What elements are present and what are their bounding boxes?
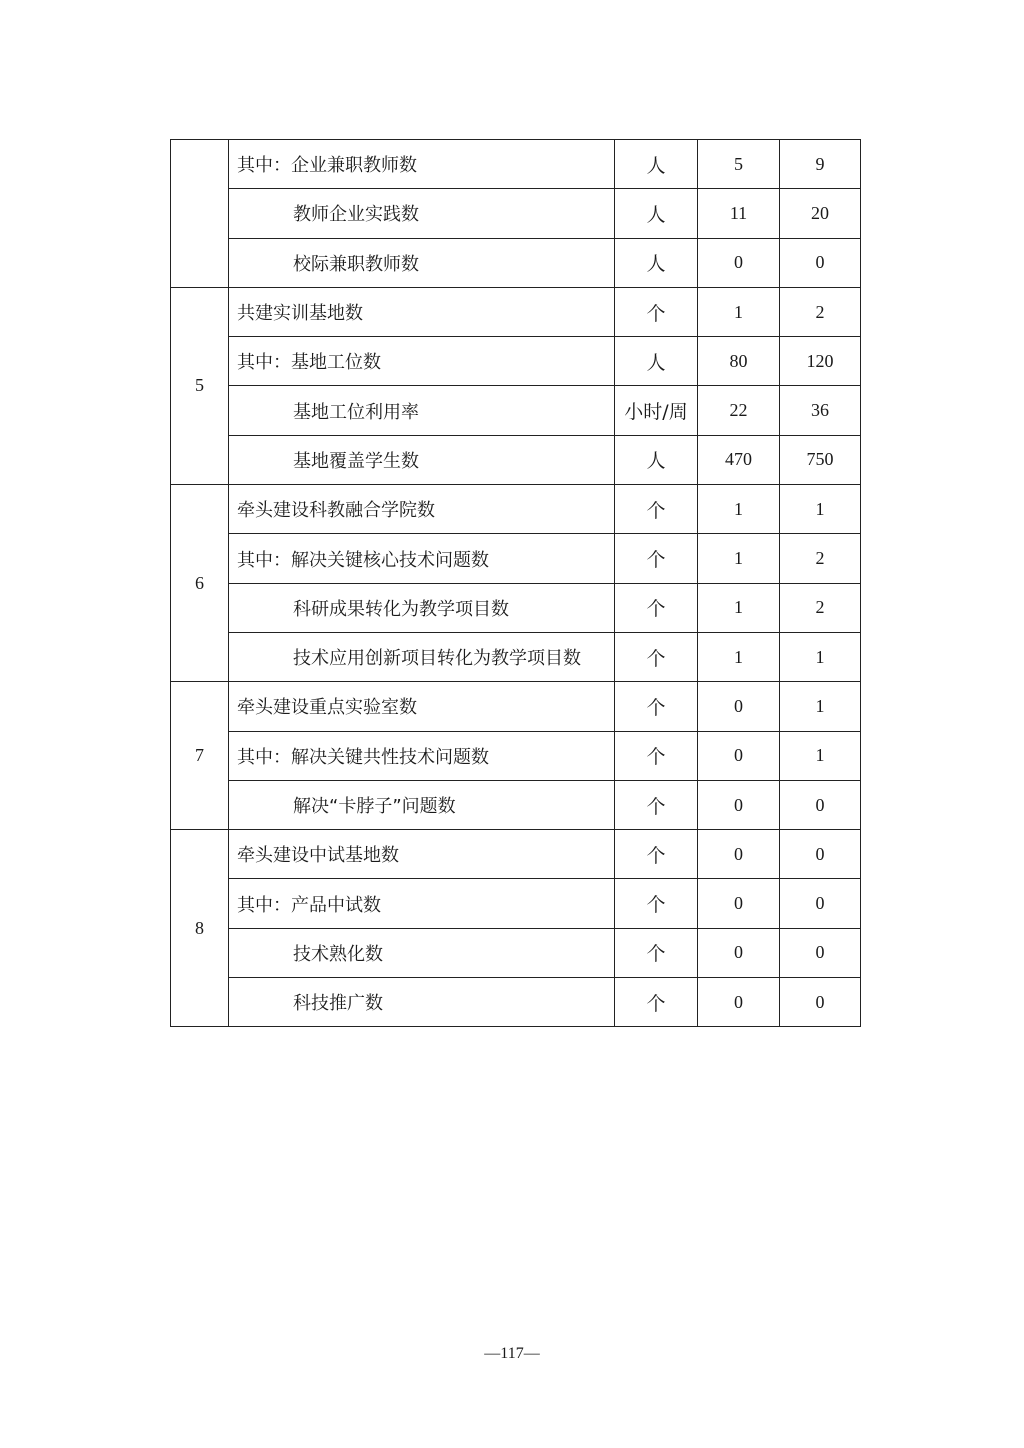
- table-row: [171, 337, 861, 386]
- table-row: [171, 238, 861, 287]
- value-2-cell: 2: [780, 583, 861, 632]
- unit-cell: 人: [615, 238, 698, 287]
- value-2-cell: 0: [780, 830, 861, 879]
- value-1-cell: 0: [698, 682, 780, 731]
- unit-cell: 人: [615, 140, 698, 189]
- indicator-cell: 其中：基地工位数: [229, 337, 615, 386]
- unit-cell: 人: [615, 435, 698, 484]
- value-2-cell: 1: [780, 731, 861, 780]
- value-1-cell: 1: [698, 632, 780, 681]
- value-1-cell: 0: [698, 928, 780, 977]
- indicator-cell: 牵头建设科教融合学院数: [229, 485, 615, 534]
- indicator-cell: 牵头建设中试基地数: [229, 830, 615, 879]
- indicator-cell: 教师企业实践数: [229, 189, 615, 238]
- table-row: [171, 435, 861, 484]
- unit-cell: 个: [615, 485, 698, 534]
- indicator-cell: 牵头建设重点实验室数: [229, 682, 615, 731]
- value-1-cell: 22: [698, 386, 780, 435]
- table-row: [171, 731, 861, 780]
- group-number-cell: [171, 140, 229, 288]
- value-1-cell: 1: [698, 485, 780, 534]
- indicator-cell: 校际兼职教师数: [229, 238, 615, 287]
- unit-cell: 个: [615, 780, 698, 829]
- table-row: [171, 189, 861, 238]
- page-number: —117—: [484, 1345, 540, 1362]
- table-row: [171, 534, 861, 583]
- value-2-cell: 0: [780, 928, 861, 977]
- value-1-cell: 1: [698, 534, 780, 583]
- table-row: [171, 485, 861, 534]
- unit-cell: 个: [615, 879, 698, 928]
- value-1-cell: 1: [698, 287, 780, 336]
- value-1-cell: 0: [698, 830, 780, 879]
- unit-cell: 人: [615, 189, 698, 238]
- indicator-cell: 其中：解决关键核心技术问题数: [229, 534, 615, 583]
- unit-cell: 个: [615, 583, 698, 632]
- value-2-cell: 750: [780, 435, 861, 484]
- table-row: [171, 287, 861, 336]
- indicator-table: [170, 139, 861, 1027]
- indicator-cell: 基地工位利用率: [229, 386, 615, 435]
- group-number-cell: 7: [171, 682, 229, 830]
- table-row: [171, 632, 861, 681]
- value-1-cell: 80: [698, 337, 780, 386]
- group-number-cell: 5: [171, 287, 229, 484]
- table-row: [171, 928, 861, 977]
- table-row: [171, 978, 861, 1027]
- group-number-cell: 8: [171, 830, 229, 1027]
- value-2-cell: 2: [780, 287, 861, 336]
- unit-cell: 个: [615, 830, 698, 879]
- value-2-cell: 0: [780, 978, 861, 1027]
- unit-cell: 小时/周: [615, 386, 698, 435]
- value-2-cell: 1: [780, 485, 861, 534]
- table-row: [171, 830, 861, 879]
- indicator-cell: 技术应用创新项目转化为教学项目数: [229, 632, 615, 681]
- value-2-cell: 9: [780, 140, 861, 189]
- value-2-cell: 0: [780, 238, 861, 287]
- group-number-cell: 6: [171, 485, 229, 682]
- table-row: [171, 140, 861, 189]
- value-1-cell: 1: [698, 583, 780, 632]
- unit-cell: 个: [615, 632, 698, 681]
- indicator-table-body: [171, 140, 861, 1027]
- indicator-cell: 技术熟化数: [229, 928, 615, 977]
- table-row: [171, 386, 861, 435]
- table-row: [171, 879, 861, 928]
- value-2-cell: 36: [780, 386, 861, 435]
- indicator-cell: 基地覆盖学生数: [229, 435, 615, 484]
- value-1-cell: 0: [698, 238, 780, 287]
- indicator-cell: 科研成果转化为教学项目数: [229, 583, 615, 632]
- unit-cell: 个: [615, 682, 698, 731]
- indicator-cell: 其中：产品中试数: [229, 879, 615, 928]
- indicator-cell: 科技推广数: [229, 978, 615, 1027]
- indicator-cell: 其中：解决关键共性技术问题数: [229, 731, 615, 780]
- indicator-cell: 共建实训基地数: [229, 287, 615, 336]
- value-2-cell: 1: [780, 632, 861, 681]
- value-2-cell: 0: [780, 780, 861, 829]
- value-1-cell: 0: [698, 731, 780, 780]
- value-2-cell: 1: [780, 682, 861, 731]
- value-2-cell: 120: [780, 337, 861, 386]
- table-row: [171, 682, 861, 731]
- unit-cell: 个: [615, 978, 698, 1027]
- value-1-cell: 0: [698, 978, 780, 1027]
- value-2-cell: 2: [780, 534, 861, 583]
- value-1-cell: 0: [698, 879, 780, 928]
- unit-cell: 个: [615, 731, 698, 780]
- value-2-cell: 20: [780, 189, 861, 238]
- table-row: [171, 583, 861, 632]
- table-row: [171, 780, 861, 829]
- value-1-cell: 5: [698, 140, 780, 189]
- unit-cell: 个: [615, 534, 698, 583]
- unit-cell: 人: [615, 337, 698, 386]
- unit-cell: 个: [615, 287, 698, 336]
- indicator-cell: 其中：企业兼职教师数: [229, 140, 615, 189]
- indicator-cell: 解决“卡脖子”问题数: [229, 780, 615, 829]
- value-1-cell: 470: [698, 435, 780, 484]
- value-1-cell: 0: [698, 780, 780, 829]
- value-2-cell: 0: [780, 879, 861, 928]
- unit-cell: 个: [615, 928, 698, 977]
- value-1-cell: 11: [698, 189, 780, 238]
